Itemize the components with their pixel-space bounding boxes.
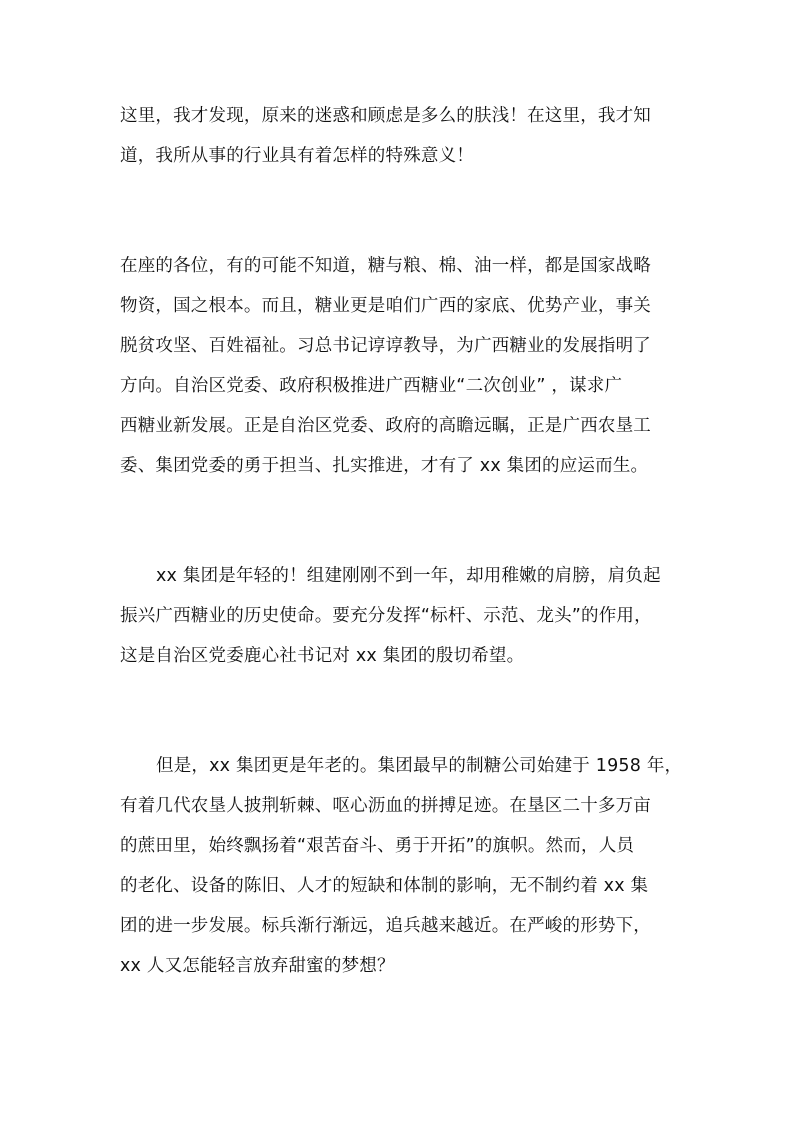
paragraph-line: 但是，xx 集团更是年老的。集团最早的制糖公司始建于 1958 年， bbox=[156, 756, 683, 776]
paragraph-line: 团的进一步发展。标兵渐行渐远，追兵越来越近。在严峻的形势下， bbox=[120, 916, 651, 936]
paragraph-line: 在座的各位，有的可能不知道，糖与粮、棉、油一样，都是国家战略 bbox=[120, 256, 651, 276]
paragraph-line: 脱贫攻坚、百姓福祉。习总书记谆谆教导，为广西糖业的发展指明了 bbox=[120, 336, 651, 356]
paragraph-line: 的老化、设备的陈旧、人才的短缺和体制的影响，无不制约着 xx 集 bbox=[120, 876, 649, 896]
paragraph-2 bbox=[120, 246, 680, 486]
paragraph-line: 委、集团党委的勇于担当、扎实推进，才有了 xx 集团的应运而生。 bbox=[120, 456, 649, 476]
paragraph-1 bbox=[120, 96, 680, 176]
paragraph-line: 这里，我才发现，原来的迷惑和顾虑是多么的肤浅！在这里，我才知 bbox=[120, 106, 651, 126]
paragraph-line: xx 人又怎能轻言放弃甜蜜的梦想？ bbox=[120, 956, 395, 976]
paragraph-line: 方向。自治区党委、政府积极推进广西糖业“二次创业” ，谋求广 bbox=[120, 376, 623, 396]
paragraph-line: xx 集团是年轻的！组建刚刚不到一年，却用稚嫩的肩膀，肩负起 bbox=[156, 566, 661, 586]
paragraph-line: 这是自治区党委鹿心社书记对 xx 集团的殷切希望。 bbox=[120, 646, 525, 666]
paragraph-3 bbox=[120, 556, 680, 676]
paragraph-line: 西糖业新发展。正是自治区党委、政府的高瞻远瞩，正是广西农垦工 bbox=[120, 416, 651, 436]
paragraph-line: 有着几代农垦人披荆斩棘、呕心沥血的拼搏足迹。在垦区二十多万亩 bbox=[120, 796, 651, 816]
paragraph-4 bbox=[120, 746, 683, 986]
paragraph-line: 振兴广西糖业的历史使命。要充分发挥“标杆、示范、龙头”的作用， bbox=[120, 606, 652, 626]
paragraph-line: 道，我所从事的行业具有着怎样的特殊意义！ bbox=[120, 146, 474, 166]
paragraph-line: 的蔗田里，始终飘扬着“艰苦奋斗、勇于开拓”的旗帜。然而，人员 bbox=[120, 836, 635, 856]
paragraph-line: 物资，国之根本。而且，糖业更是咱们广西的家底、优势产业，事关 bbox=[120, 296, 651, 316]
